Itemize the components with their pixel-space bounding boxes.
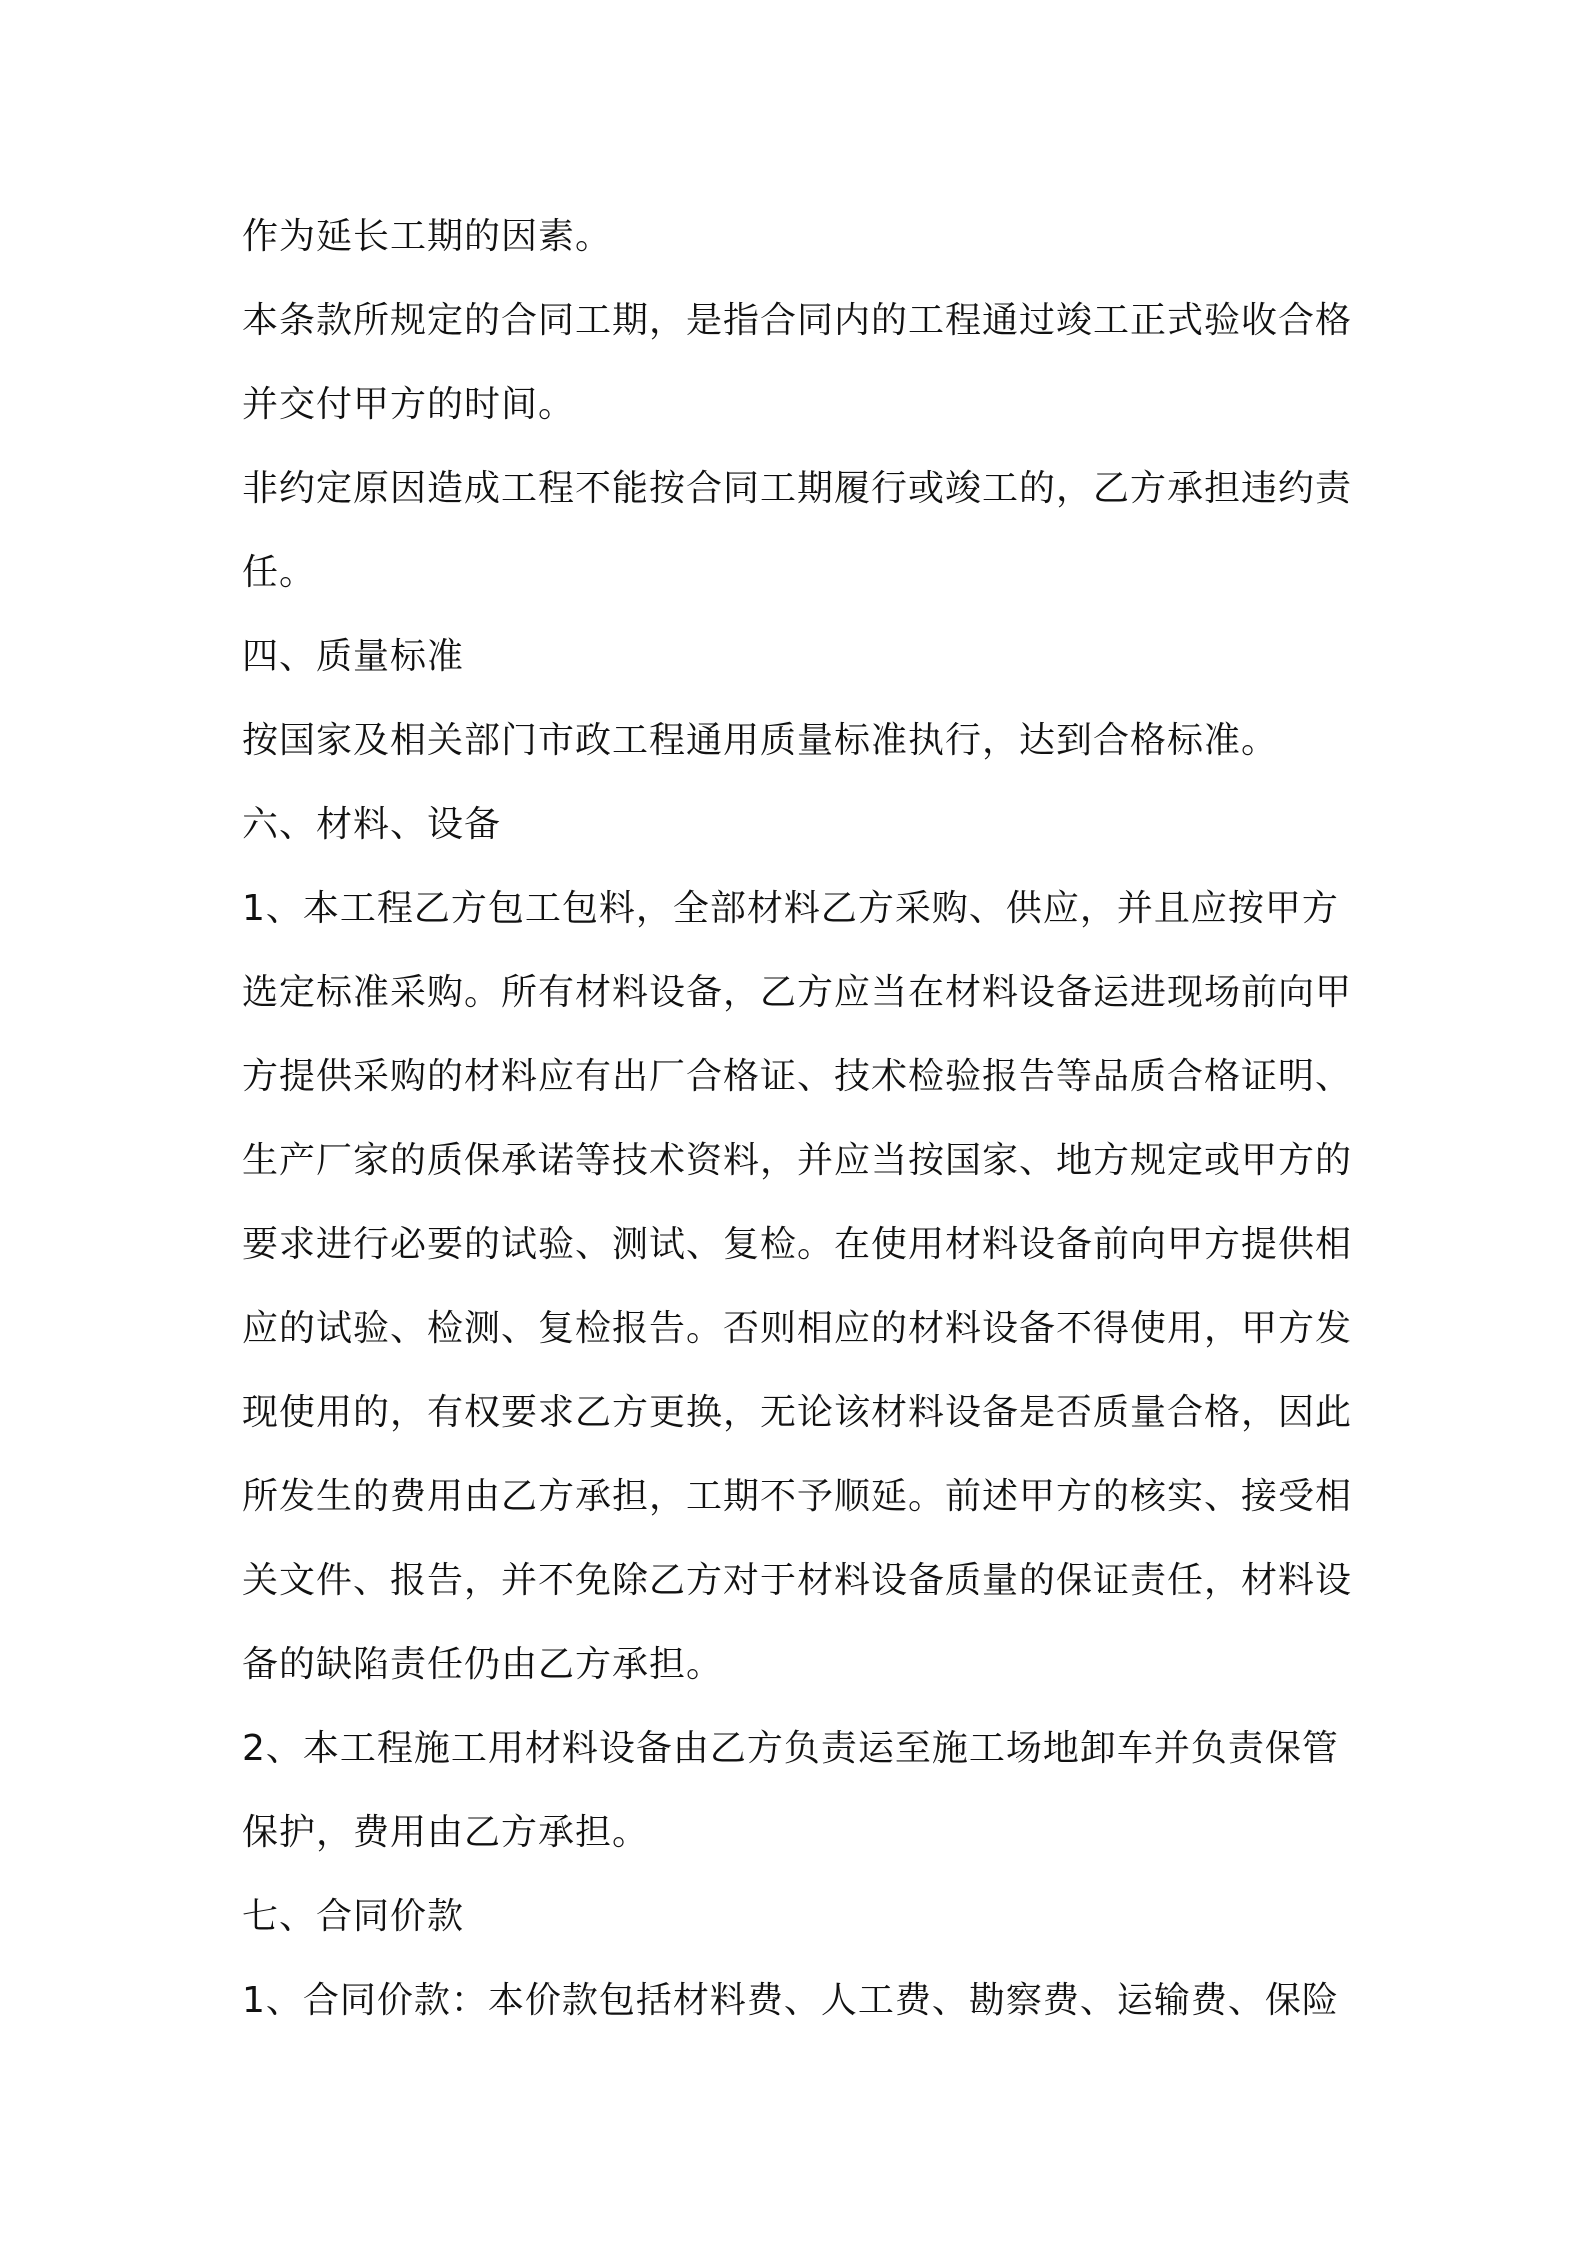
- text-line: 保护，费用由乙方承担。: [242, 1812, 650, 1853]
- text-line: 关文件、报告，并不免除乙方对于材料设备质量的保证责任，材料设: [242, 1560, 1353, 1601]
- text-line: 备的缺陷责任仍由乙方承担。: [242, 1644, 724, 1685]
- text-line: 现使用的，有权要求乙方更换，无论该材料设备是否质量合格，因此: [242, 1392, 1353, 1433]
- text-line: 1、合同价款：本价款包括材料费、人工费、勘察费、运输费、保险: [242, 1980, 1339, 2021]
- text-line: 方提供采购的材料应有出厂合格证、技术检验报告等品质合格证明、: [242, 1056, 1353, 1097]
- text-line: 生产厂家的质保承诺等技术资料，并应当按国家、地方规定或甲方的: [242, 1140, 1353, 1181]
- text-line: 任。: [242, 552, 317, 593]
- text-line: 选定标准采购。所有材料设备，乙方应当在材料设备运进现场前向甲: [242, 972, 1353, 1013]
- document-body: [242, 195, 1362, 2043]
- text-line: 要求进行必要的试验、测试、复检。在使用材料设备前向甲方提供相: [242, 1224, 1353, 1265]
- text-line: 作为延长工期的因素。: [242, 216, 613, 257]
- text-line: 本条款所规定的合同工期，是指合同内的工程通过竣工正式验收合格: [242, 300, 1353, 341]
- text-line: 1、本工程乙方包工包料，全部材料乙方采购、供应，并且应按甲方: [242, 888, 1339, 929]
- text-line: 所发生的费用由乙方承担，工期不予顺延。前述甲方的核实、接受相: [242, 1476, 1353, 1517]
- text-line: 并交付甲方的时间。: [242, 384, 576, 425]
- section-heading: 四、质量标准: [242, 636, 465, 677]
- text-line: 按国家及相关部门市政工程通用质量标准执行，达到合格标准。: [242, 720, 1279, 761]
- text-line: 非约定原因造成工程不能按合同工期履行或竣工的，乙方承担违约责: [242, 468, 1353, 509]
- text-line: 应的试验、检测、复检报告。否则相应的材料设备不得使用，甲方发: [242, 1308, 1353, 1349]
- text-line: 2、本工程施工用材料设备由乙方负责运至施工场地卸车并负责保管: [242, 1728, 1339, 1769]
- section-heading: 六、材料、设备: [242, 804, 502, 845]
- section-heading: 七、合同价款: [242, 1896, 465, 1937]
